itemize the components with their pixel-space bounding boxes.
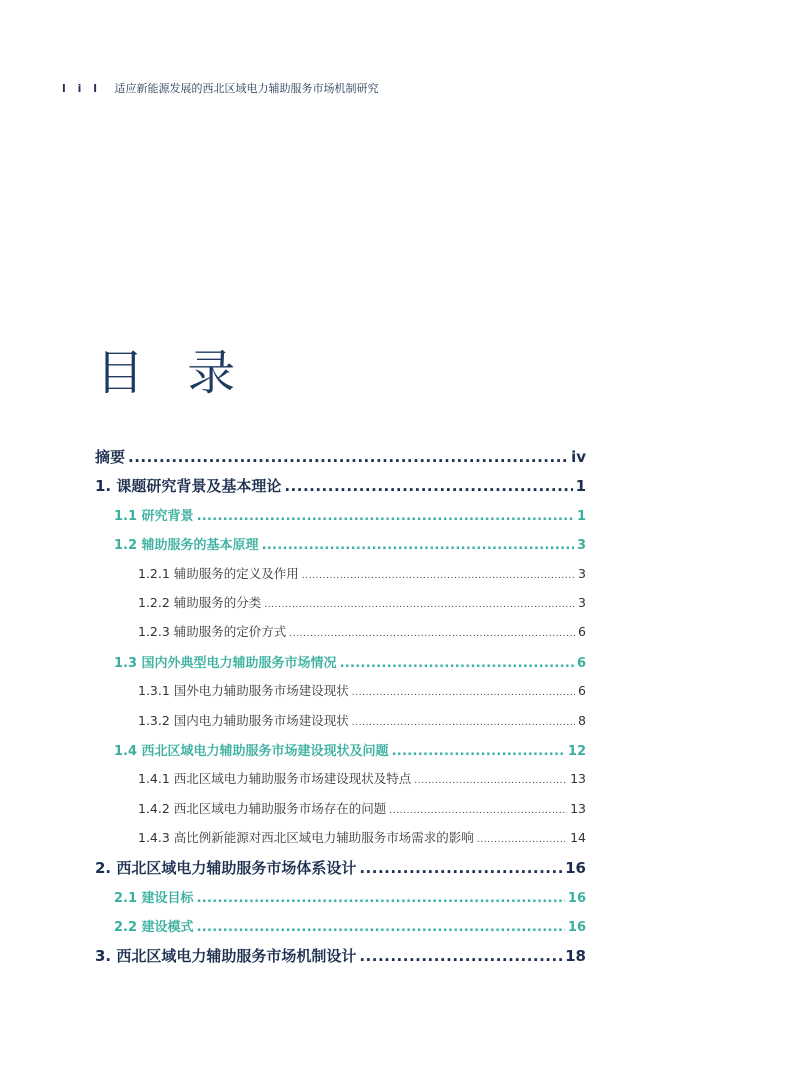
dot-leader — [352, 688, 575, 698]
toc-entry-1-2-1[interactable] — [138, 564, 586, 582]
toc-entry-label: 1.1 研究背景 — [114, 509, 194, 524]
toc-entry-label: 1.4.1 西北区域电力辅助服务市场建设现状及特点 — [138, 771, 412, 786]
header-marker: l i l — [62, 82, 101, 95]
dot-leader — [359, 859, 562, 877]
toc-entry-page: 3 — [576, 538, 586, 553]
dot-leader — [289, 629, 575, 639]
toc-entry-2-1[interactable] — [114, 887, 586, 906]
toc-entry-label: 2.1 建设目标 — [114, 891, 194, 906]
toc-entry-page: 6 — [578, 683, 586, 698]
toc-entry-label: 1.3.2 国内电力辅助服务市场建设现状 — [138, 713, 349, 728]
dot-leader — [414, 776, 567, 786]
toc-entry-1-3[interactable] — [114, 652, 586, 671]
dot-leader — [262, 538, 574, 553]
dot-leader — [197, 891, 565, 906]
dot-leader — [392, 744, 565, 759]
dot-leader — [340, 656, 574, 671]
toc-entry-1-4-1[interactable] — [138, 769, 586, 787]
toc-entry-page: 16 — [567, 920, 586, 935]
toc-entry-page: 1 — [575, 477, 586, 495]
toc-entry-1-2-2[interactable] — [138, 593, 586, 611]
dot-leader — [302, 571, 575, 581]
toc-entry-label: 1.3.1 国外电力辅助服务市场建设现状 — [138, 683, 349, 698]
dot-leader — [389, 806, 567, 816]
toc-entry-page: 16 — [565, 859, 586, 877]
toc-entry-abstract[interactable] — [95, 446, 586, 467]
toc-entry-page: 8 — [578, 713, 586, 728]
toc-entry-label: 1.4.3 高比例新能源对西北区域电力辅助服务市场需求的影响 — [138, 830, 474, 845]
toc-entry-chapter-3[interactable] — [95, 945, 586, 966]
running-header — [62, 80, 378, 96]
toc-title: 目 录 — [96, 345, 250, 401]
toc-entry-label: 2. 西北区域电力辅助服务市场体系设计 — [95, 859, 357, 877]
toc-entry-page: 1 — [576, 509, 586, 524]
toc-entry-chapter-2[interactable] — [95, 857, 586, 878]
toc-entry-page: 12 — [567, 744, 586, 759]
toc-entry-chapter-1[interactable] — [95, 475, 586, 496]
toc-entry-2-2[interactable] — [114, 916, 586, 935]
toc-entry-1-2[interactable] — [114, 534, 586, 553]
dot-leader — [352, 718, 575, 728]
dot-leader — [128, 448, 568, 466]
toc-entry-page: 14 — [570, 830, 586, 845]
dot-leader — [264, 600, 575, 610]
toc-entry-1-4-3[interactable] — [138, 828, 586, 846]
toc-entry-page: 16 — [567, 891, 586, 906]
toc-entry-label: 1.4 西北区域电力辅助服务市场建设现状及问题 — [114, 744, 389, 759]
toc-entry-label: 1. 课题研究背景及基本理论 — [95, 477, 282, 495]
toc-entry-label: 1.2.1 辅助服务的定义及作用 — [138, 566, 299, 581]
toc-entry-1-4[interactable] — [114, 740, 586, 759]
toc-entry-page: 13 — [570, 801, 586, 816]
header-title: 适应新能源发展的西北区域电力辅助服务市场机制研究 — [114, 82, 379, 95]
toc-entry-label: 3. 西北区域电力辅助服务市场机制设计 — [95, 947, 357, 965]
dot-leader — [359, 947, 562, 965]
toc-entry-page: iv — [571, 448, 586, 466]
toc-entry-label: 2.2 建设模式 — [114, 920, 194, 935]
dot-leader — [197, 509, 574, 524]
toc-entry-label: 1.2.2 辅助服务的分类 — [138, 595, 262, 610]
toc-entry-label: 1.2 辅助服务的基本原理 — [114, 538, 259, 553]
toc-entry-label: 摘要 — [95, 448, 126, 466]
toc-entry-label: 1.4.2 西北区域电力辅助服务市场存在的问题 — [138, 801, 387, 816]
toc-entry-page: 6 — [576, 656, 586, 671]
toc-entry-page: 3 — [578, 566, 586, 581]
toc-entry-label: 1.2.3 辅助服务的定价方式 — [138, 624, 287, 639]
dot-leader — [197, 920, 565, 935]
toc-entry-label: 1.3 国内外典型电力辅助服务市场情况 — [114, 656, 337, 671]
toc-entry-page: 13 — [570, 771, 586, 786]
dot-leader — [284, 477, 572, 495]
toc-entry-1-2-3[interactable] — [138, 622, 586, 640]
toc-entry-1-3-1[interactable] — [138, 681, 586, 699]
toc-entry-page: 18 — [565, 947, 586, 965]
toc-entry-1-3-2[interactable] — [138, 711, 586, 729]
toc-entry-1-1[interactable] — [114, 505, 586, 524]
toc-entry-page: 6 — [578, 624, 586, 639]
toc-entry-1-4-2[interactable] — [138, 799, 586, 817]
toc-entry-page: 3 — [578, 595, 586, 610]
dot-leader — [477, 835, 567, 845]
